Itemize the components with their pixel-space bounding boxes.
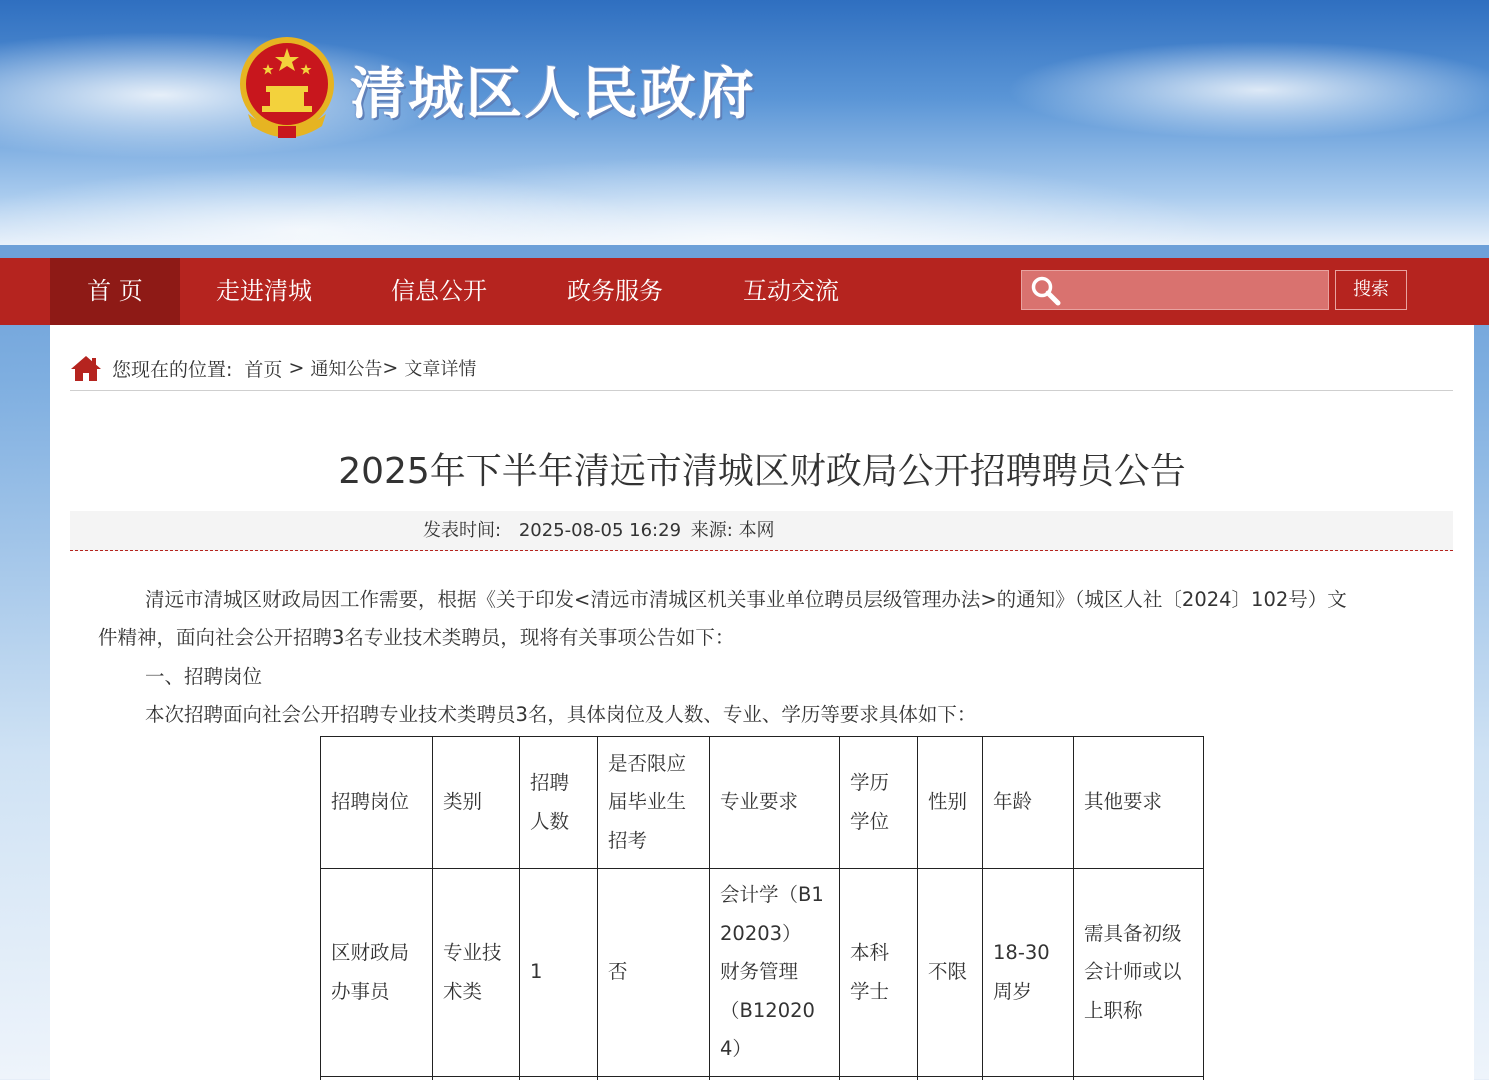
table-cell: 专业技 术类 bbox=[433, 869, 520, 1077]
article-paragraph: 件精神，面向社会公开招聘3名专业技术类聘员，现将有关事项公告如下： bbox=[98, 626, 735, 649]
breadcrumb-current: 文章详情 bbox=[404, 359, 477, 380]
breadcrumb-divider bbox=[70, 390, 1453, 391]
breadcrumb bbox=[70, 353, 476, 383]
table-header-cell: 类别 bbox=[433, 737, 520, 869]
table-header-cell: 学历 学位 bbox=[840, 737, 918, 869]
site-banner bbox=[0, 0, 1489, 245]
search-icon bbox=[1030, 275, 1062, 307]
breadcrumb-home[interactable]: 首页 bbox=[244, 358, 283, 381]
search-button[interactable]: 搜索 bbox=[1335, 270, 1407, 310]
table-header-cell: 其他要求 bbox=[1074, 737, 1204, 869]
breadcrumb-section[interactable]: 通知公告 bbox=[310, 359, 383, 380]
nav-item-about[interactable]: 走进清城 bbox=[216, 277, 312, 305]
table-cell: 本科 学士 bbox=[840, 869, 918, 1077]
breadcrumb-prefix: 您现在的位置: bbox=[112, 358, 233, 381]
section-heading: 一、招聘岗位 bbox=[145, 665, 263, 688]
table-header-row bbox=[321, 737, 1204, 869]
nav-item-services[interactable]: 政务服务 bbox=[567, 277, 663, 305]
table-cell: 区财政局 办事员 bbox=[321, 869, 433, 1077]
main-nav bbox=[0, 258, 1489, 325]
table-cell: 18-30 周岁 bbox=[983, 869, 1074, 1077]
recruitment-table bbox=[320, 736, 1204, 1080]
table-header-cell: 专业要求 bbox=[710, 737, 840, 869]
search-box bbox=[1021, 270, 1329, 310]
national-emblem-icon bbox=[238, 34, 336, 142]
table-cell: 需具备初级 会计师或以 上职称 bbox=[1074, 869, 1204, 1077]
article-meta bbox=[70, 511, 1453, 551]
table-cell: 不限 bbox=[918, 869, 983, 1077]
table-row bbox=[321, 1077, 1204, 1080]
table-cell: 否 bbox=[598, 869, 710, 1077]
table-header-cell: 是否限应 届毕业生 招考 bbox=[598, 737, 710, 869]
published-label: 发表时间: bbox=[423, 520, 502, 541]
nav-item-home[interactable]: 首 页 bbox=[50, 258, 180, 325]
table-cell: 1 bbox=[520, 869, 598, 1077]
table-header-cell: 招聘 人数 bbox=[520, 737, 598, 869]
article-title: 2025年下半年清远市清城区财政局公开招聘聘员公告 bbox=[338, 451, 1186, 492]
home-icon bbox=[70, 354, 102, 382]
source-label: 来源: bbox=[690, 520, 733, 541]
nav-item-info[interactable]: 信息公开 bbox=[391, 277, 487, 305]
content-panel bbox=[50, 325, 1474, 1080]
table-header-cell: 招聘岗位 bbox=[321, 737, 433, 869]
nav-item-interaction[interactable]: 互动交流 bbox=[743, 277, 839, 305]
breadcrumb-separator: > bbox=[382, 357, 405, 379]
search-input[interactable] bbox=[1066, 275, 1324, 305]
table-header-cell: 年龄 bbox=[983, 737, 1074, 869]
article-paragraph: 本次招聘面向社会公开招聘专业技术类聘员3名，具体岗位及人数、专业、学历等要求具体如下： bbox=[145, 703, 977, 726]
site-title: 清城区人民政府 bbox=[350, 62, 756, 127]
source-value: 本网 bbox=[738, 520, 775, 541]
article-paragraph: 清远市清城区财政局因工作需要，根据《关于印发<清远市清城区机关事业单位聘员层级管理办法>的通知》（城区人社〔2024〕102号）文 bbox=[145, 588, 1347, 611]
table-header-cell: 性别 bbox=[918, 737, 983, 869]
published-time: 2025-08-05 16:29 bbox=[518, 520, 682, 541]
table-cell: 会计学（B1 20203） 财务管理 （B12020 4） bbox=[710, 869, 840, 1077]
table-row bbox=[321, 869, 1204, 1077]
breadcrumb-separator: > bbox=[282, 357, 311, 379]
